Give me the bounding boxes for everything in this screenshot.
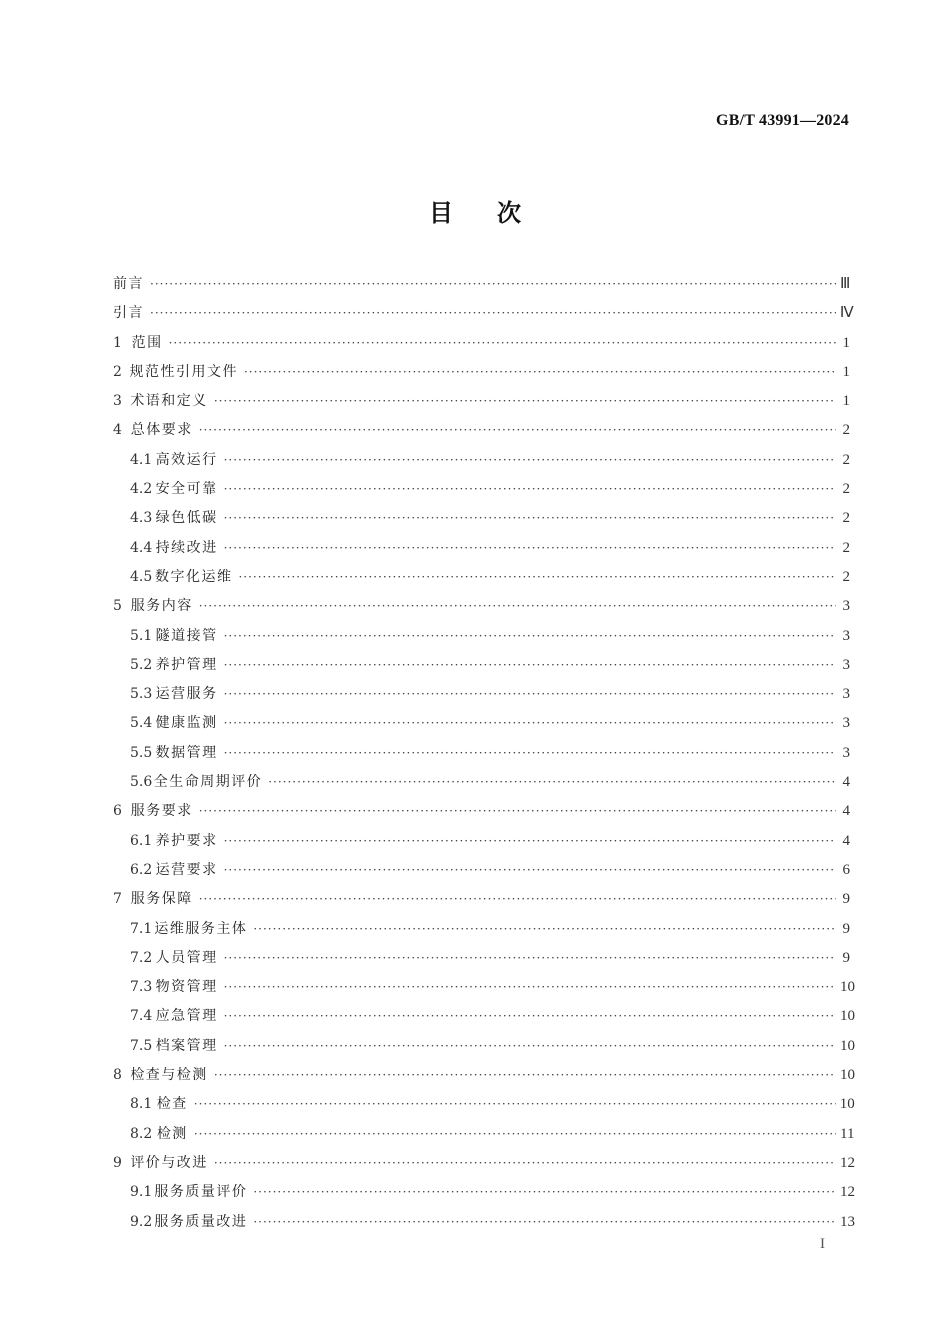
toc-entry[interactable] [113, 827, 850, 856]
toc-entry[interactable] [113, 1149, 855, 1178]
toc-entry-number: 4.5 [130, 568, 153, 585]
toc-dot-leader [253, 1208, 836, 1237]
toc-dot-leader [224, 475, 836, 504]
toc-dot-leader [150, 299, 836, 328]
toc-entry-number: 4.3 [130, 510, 153, 527]
toc-entry-page: 2 [842, 422, 850, 439]
toc-entry-page: 10 [840, 979, 855, 996]
toc-entry-title: 应急管理 [155, 1008, 218, 1025]
toc-entry-page: 2 [842, 510, 850, 527]
toc-dot-leader [169, 329, 836, 358]
toc-dot-leader [224, 739, 836, 768]
table-of-contents [113, 270, 855, 1237]
toc-entry[interactable] [113, 534, 850, 563]
toc-entry-page: 9 [842, 949, 850, 966]
toc-dot-leader [253, 1178, 836, 1207]
toc-entry-title: 服务质量评价 [154, 1184, 248, 1201]
toc-entry-number: 4 [113, 422, 122, 439]
toc-entry-number: 9.2 [130, 1213, 153, 1230]
toc-entry-page: 6 [842, 861, 850, 878]
toc-entry[interactable] [113, 299, 854, 328]
toc-entry[interactable] [113, 329, 850, 358]
toc-entry-page: 3 [842, 627, 850, 644]
toc-dot-leader [238, 563, 836, 592]
toc-entry-number: 5.3 [130, 686, 153, 703]
toc-entry-number: 5.1 [130, 627, 153, 644]
toc-entry-number: 7.4 [130, 1008, 153, 1025]
toc-entry-title: 档案管理 [155, 1037, 218, 1054]
toc-dot-leader [224, 1002, 836, 1031]
toc-entry-page: 12 [840, 1184, 855, 1201]
toc-entry-title: 评价与改进 [130, 1154, 208, 1171]
toc-dot-leader [194, 1120, 836, 1149]
toc-entry-number: 7 [113, 891, 122, 908]
toc-entry[interactable] [113, 1002, 855, 1031]
toc-dot-leader [224, 973, 836, 1002]
toc-entry-page: 9 [842, 920, 850, 937]
toc-dot-leader [253, 915, 836, 944]
toc-entry-title: 高效运行 [155, 451, 218, 468]
toc-dot-leader [244, 358, 836, 387]
toc-entry-title: 术语和定义 [130, 393, 208, 410]
toc-entry-page: 1 [842, 393, 850, 410]
toc-entry-title: 范围 [131, 334, 163, 351]
toc-entry-page: 4 [842, 803, 850, 820]
toc-dot-leader [224, 856, 836, 885]
toc-entry[interactable] [113, 768, 850, 797]
toc-entry[interactable] [113, 973, 855, 1002]
toc-dot-leader [199, 797, 836, 826]
toc-entry[interactable] [113, 797, 850, 826]
toc-entry[interactable] [113, 1208, 855, 1237]
toc-dot-leader [224, 709, 836, 738]
toc-entry-number: 8.2 [130, 1125, 153, 1142]
toc-entry-title: 持续改进 [155, 539, 218, 556]
toc-entry[interactable] [113, 446, 850, 475]
toc-entry[interactable] [113, 563, 850, 592]
toc-entry-title: 服务内容 [130, 598, 193, 615]
toc-entry-page: 3 [842, 744, 850, 761]
toc-entry-page: 2 [842, 481, 850, 498]
toc-entry-number: 7.2 [130, 949, 153, 966]
toc-dot-leader [214, 1061, 836, 1090]
toc-entry-page: 10 [840, 1067, 855, 1084]
toc-entry-page: 11 [840, 1125, 855, 1142]
toc-entry-title: 绿色低碳 [155, 510, 218, 527]
toc-entry-page: 13 [840, 1213, 855, 1230]
toc-entry-title: 人员管理 [155, 949, 218, 966]
toc-dot-leader [214, 1149, 836, 1178]
toc-entry-page: Ⅳ [839, 305, 854, 322]
toc-entry-page: 3 [842, 598, 850, 615]
toc-entry-page: 9 [842, 891, 850, 908]
toc-entry[interactable] [113, 416, 850, 445]
toc-entry-title: 数字化运维 [154, 568, 233, 585]
toc-dot-leader [224, 534, 836, 563]
toc-entry-number: 1 [113, 334, 122, 351]
toc-dot-leader [214, 387, 836, 416]
toc-entry-number: 9 [113, 1154, 122, 1171]
toc-entry-title: 检测 [156, 1125, 188, 1142]
toc-entry-number: 6.2 [130, 861, 153, 878]
toc-dot-leader [268, 768, 836, 797]
toc-dot-leader [224, 680, 836, 709]
toc-dot-leader [199, 416, 836, 445]
toc-entry-page: 4 [842, 832, 850, 849]
toc-entry-page: 2 [842, 451, 850, 468]
toc-entry-title: 检查 [156, 1096, 188, 1113]
toc-dot-leader [199, 885, 836, 914]
toc-entry-number: 7.5 [130, 1037, 153, 1054]
toc-dot-leader [224, 944, 836, 973]
toc-entry[interactable] [113, 1061, 855, 1090]
standard-code: GB/T 43991—2024 [716, 112, 849, 129]
toc-entry[interactable] [113, 885, 850, 914]
toc-entry[interactable] [113, 856, 850, 885]
toc-entry-number: 7.3 [130, 979, 153, 996]
toc-dot-leader [224, 827, 836, 856]
toc-entry-title: 数据管理 [155, 744, 218, 761]
toc-entry-page: 10 [839, 1096, 855, 1113]
toc-entry-title: 前言 [113, 276, 144, 292]
toc-entry-page: 3 [842, 656, 850, 673]
toc-entry-number: 6.1 [130, 832, 153, 849]
toc-dot-leader [224, 446, 836, 475]
toc-entry[interactable] [113, 622, 850, 651]
toc-entry[interactable] [113, 1178, 855, 1207]
toc-entry-page: 2 [842, 568, 850, 585]
toc-entry[interactable] [113, 915, 850, 944]
toc-entry[interactable] [113, 270, 850, 299]
toc-entry-number: 5.2 [130, 656, 153, 673]
toc-entry-title: 服务要求 [130, 803, 193, 820]
toc-entry-number: 5.5 [130, 744, 153, 761]
toc-dot-leader [150, 270, 836, 299]
toc-entry-page: 2 [842, 539, 850, 556]
toc-entry-title: 总体要求 [130, 422, 193, 439]
toc-entry-page: 4 [842, 774, 850, 791]
toc-entry-page: 10 [840, 1037, 855, 1054]
toc-entry-title: 养护管理 [155, 656, 218, 673]
toc-entry-page: 12 [840, 1154, 855, 1171]
toc-entry-title: 健康监测 [155, 715, 218, 732]
toc-dot-leader [224, 1032, 836, 1061]
toc-entry-page: 3 [842, 715, 850, 732]
toc-entry[interactable] [113, 358, 850, 387]
toc-entry-number: 8 [113, 1067, 122, 1084]
toc-entry-title: 安全可靠 [155, 481, 218, 498]
page-number: I [820, 1236, 825, 1252]
toc-entry[interactable] [113, 475, 850, 504]
toc-entry-title: 养护要求 [155, 832, 218, 849]
toc-entry-page: 1 [842, 334, 850, 351]
toc-entry-title: 检查与检测 [130, 1067, 208, 1084]
toc-entry-number: 7.1 [130, 920, 153, 937]
toc-dot-leader [224, 651, 836, 680]
toc-entry-title: 全生命周期评价 [153, 774, 263, 791]
toc-entry-number: 5.4 [130, 715, 153, 732]
toc-entry[interactable] [113, 387, 850, 416]
toc-entry[interactable] [113, 680, 850, 709]
toc-entry-number: 6 [113, 803, 122, 820]
toc-entry-title: 引言 [113, 305, 144, 322]
toc-entry-page: 3 [842, 686, 850, 703]
toc-entry-title: 物资管理 [155, 979, 218, 996]
toc-entry-page: Ⅲ [840, 276, 851, 292]
toc-entry-number: 2 [113, 363, 122, 380]
toc-entry[interactable] [113, 651, 850, 680]
toc-entry-page: 10 [840, 1008, 855, 1025]
toc-entry[interactable] [113, 944, 850, 973]
toc-entry[interactable] [113, 1032, 855, 1061]
toc-entry[interactable] [113, 1120, 855, 1149]
toc-dot-leader [224, 622, 836, 651]
toc-entry-title: 隧道接管 [155, 627, 218, 644]
toc-dot-leader [224, 504, 836, 533]
toc-entry-number: 5 [113, 598, 122, 615]
toc-dot-leader [194, 1090, 836, 1119]
toc-entry-number: 8.1 [130, 1096, 153, 1113]
toc-entry-number: 4.4 [130, 539, 153, 556]
toc-entry-title: 服务保障 [130, 891, 193, 908]
toc-entry-number: 9.1 [130, 1184, 153, 1201]
toc-entry-number: 3 [113, 393, 122, 410]
toc-entry[interactable] [113, 709, 850, 738]
toc-entry-title: 规范性引用文件 [129, 363, 238, 380]
toc-entry-number: 5.6 [130, 774, 153, 791]
toc-entry[interactable] [113, 1090, 855, 1119]
toc-entry[interactable] [113, 504, 850, 533]
toc-entry-page: 1 [842, 363, 850, 380]
toc-dot-leader [199, 592, 836, 621]
toc-entry-title: 服务质量改进 [154, 1213, 248, 1230]
toc-entry-title: 运维服务主体 [154, 920, 248, 937]
toc-entry[interactable] [113, 739, 850, 768]
toc-entry-number: 4.1 [130, 451, 153, 468]
toc-entry-number: 4.2 [130, 481, 153, 498]
toc-entry-title: 运营要求 [155, 861, 218, 878]
toc-entry[interactable] [113, 592, 850, 621]
page-title: 目次 [429, 199, 565, 227]
toc-entry-title: 运营服务 [155, 686, 218, 703]
